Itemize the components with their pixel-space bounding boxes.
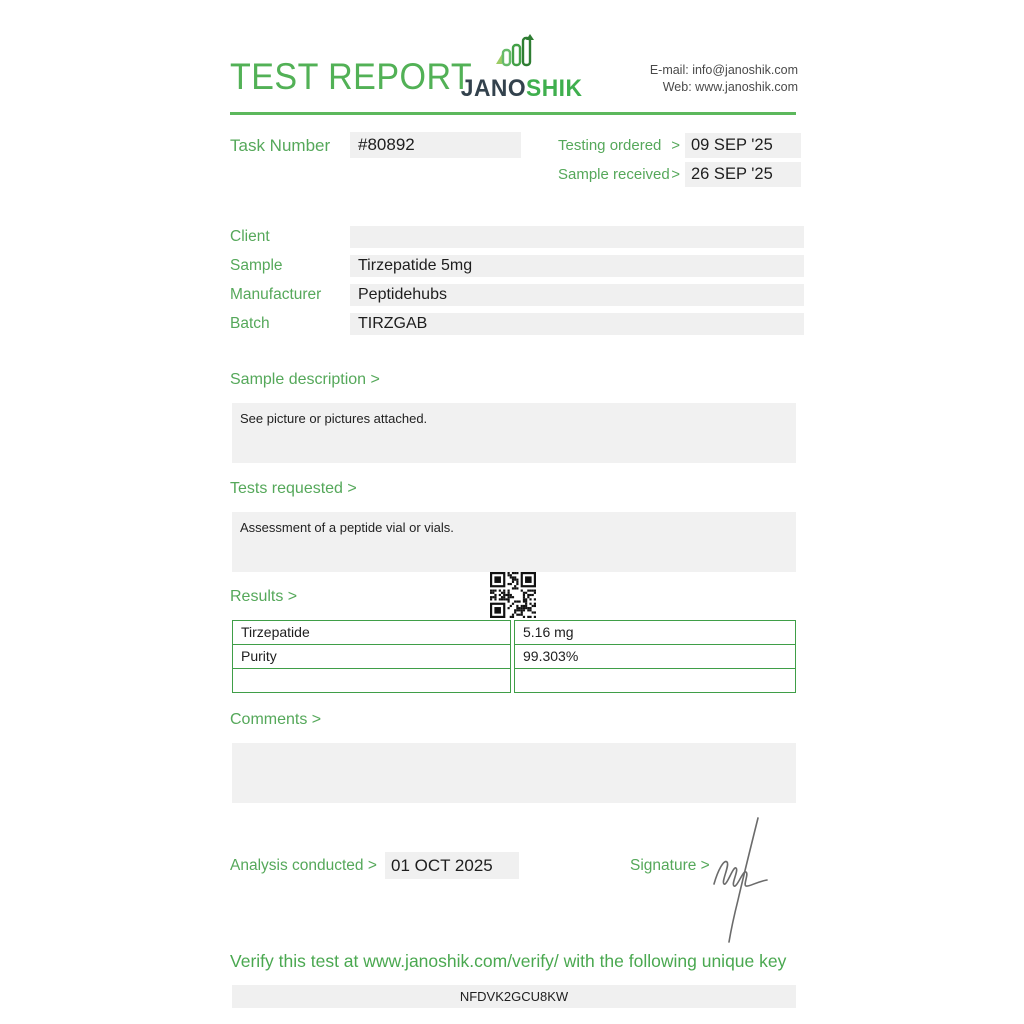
result-row-value bbox=[514, 668, 796, 693]
logo-text-shik: SHIK bbox=[526, 75, 583, 102]
sample-description-box bbox=[232, 403, 796, 463]
signature-image bbox=[700, 812, 790, 952]
tests-requested-text: Assessment of a peptide vial or vials. bbox=[240, 520, 454, 535]
tests-requested-box bbox=[232, 512, 796, 572]
result-row-name: Tirzepatide bbox=[232, 620, 511, 645]
sample-received-value: 26 SEP '25 bbox=[685, 162, 801, 187]
web-label: Web: bbox=[662, 80, 692, 94]
manufacturer-label: Manufacturer bbox=[230, 286, 322, 303]
qr-code bbox=[490, 572, 536, 618]
client-label: Client bbox=[230, 228, 270, 245]
verify-instruction: Verify this test at www.janoshik.com/verify/ with the following unique key bbox=[230, 951, 787, 971]
results-table-names bbox=[232, 620, 511, 693]
logo-text-jano: JANO bbox=[460, 75, 527, 102]
testing-ordered-text: Testing ordered bbox=[558, 137, 662, 154]
logo-wordmark bbox=[460, 75, 583, 103]
results-table-values bbox=[514, 620, 796, 693]
comments-box bbox=[232, 743, 796, 803]
analysis-conducted-label: Analysis conducted > bbox=[230, 857, 377, 874]
sample-received-text: Sample received bbox=[558, 166, 670, 183]
sample-received-arrow: > bbox=[671, 166, 680, 183]
tests-requested-heading: Tests requested > bbox=[230, 480, 357, 497]
testing-ordered-label bbox=[558, 137, 680, 154]
web-line bbox=[638, 79, 798, 96]
unique-key-value: NFDVK2GCU8KW bbox=[232, 985, 796, 1008]
sample-received-label bbox=[558, 166, 680, 183]
signature-label: Signature > bbox=[630, 857, 710, 874]
result-row-name: Purity bbox=[232, 644, 511, 669]
comments-heading: Comments > bbox=[230, 711, 322, 728]
page-title: TEST REPORT bbox=[230, 56, 473, 97]
batch-value: TIRZGAB bbox=[350, 313, 804, 335]
web-value: www.janoshik.com bbox=[695, 80, 798, 94]
task-number-value: #80892 bbox=[350, 132, 521, 158]
analysis-date-value: 01 OCT 2025 bbox=[385, 852, 519, 879]
header-divider bbox=[230, 112, 796, 115]
contact-block bbox=[638, 62, 798, 96]
testing-ordered-arrow: > bbox=[671, 137, 680, 154]
sample-value: Tirzepatide 5mg bbox=[350, 255, 804, 277]
email-label: E-mail: bbox=[649, 63, 689, 77]
results-heading: Results > bbox=[230, 588, 298, 605]
manufacturer-value: Peptidehubs bbox=[350, 284, 804, 306]
sample-description-heading: Sample description > bbox=[230, 371, 380, 388]
sample-label: Sample bbox=[230, 257, 283, 274]
email-value: info@janoshik.com bbox=[692, 63, 798, 77]
result-row-name bbox=[232, 668, 511, 693]
sample-description-text: See picture or pictures attached. bbox=[240, 411, 428, 426]
logo-chart-icon bbox=[488, 55, 540, 72]
batch-label: Batch bbox=[230, 315, 270, 332]
task-number-label: Task Number bbox=[230, 136, 331, 155]
email-line bbox=[638, 62, 798, 79]
testing-ordered-value: 09 SEP '25 bbox=[685, 133, 801, 158]
result-row-value: 5.16 mg bbox=[514, 620, 796, 645]
logo bbox=[458, 34, 583, 103]
result-row-value: 99.303% bbox=[514, 644, 796, 669]
client-value bbox=[350, 226, 804, 248]
